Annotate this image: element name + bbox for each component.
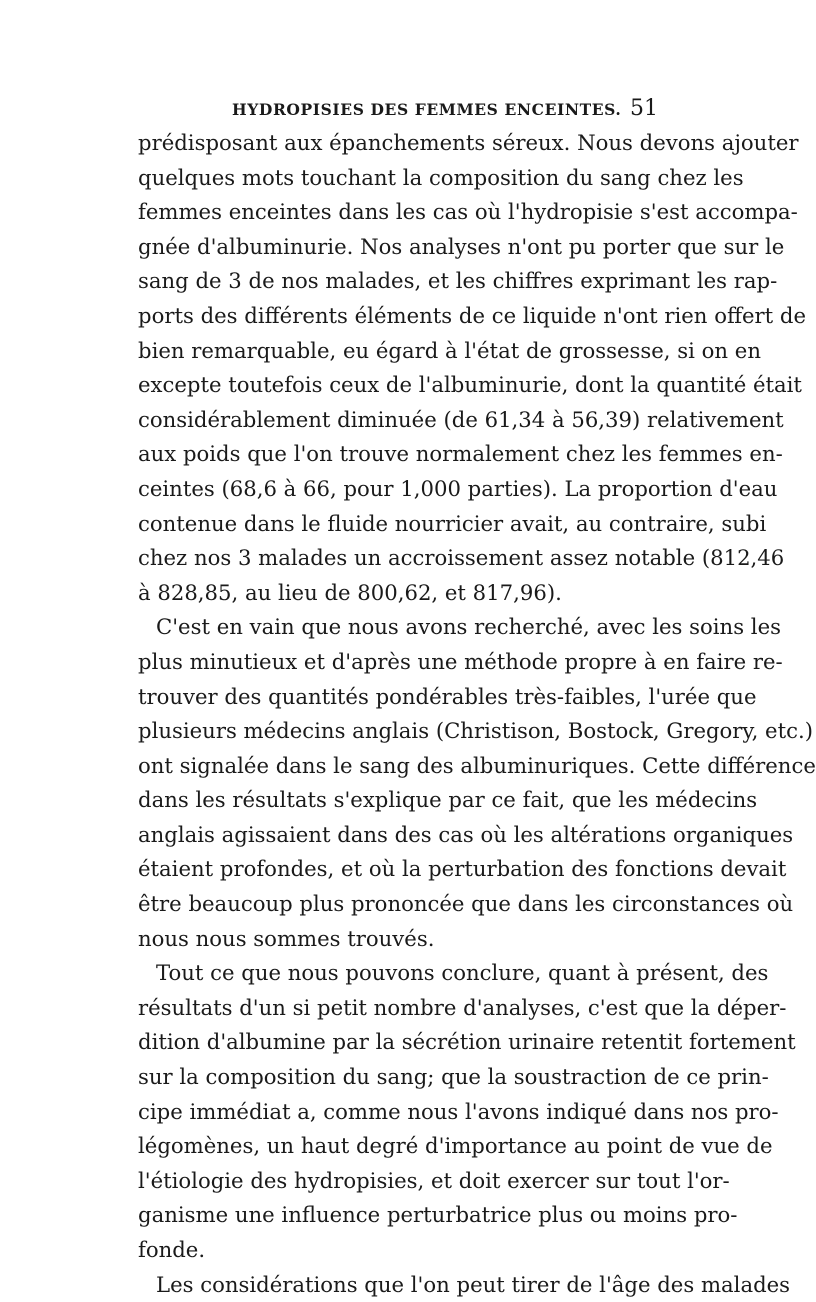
text-line: anglais agissaient dans des cas où les altérations organiques [138, 821, 794, 847]
text-line: gnée d'albuminurie. Nos analyses n'ont pu porter que sur le [138, 233, 785, 259]
text-line: ceintes (68,6 à 66, pour 1,000 parties). La proportion d'eau [138, 475, 778, 501]
text-line: femmes enceintes dans les cas où l'hydropisie s'est accompa- [138, 199, 798, 225]
text-line-paragraph-start: Les considérations que l'on peut tirer de l'âge des malades [156, 1271, 791, 1297]
text-line: bien remarquable, eu égard à l'état de grossesse, si on en [138, 337, 761, 363]
text-line: ont signalée dans le sang des albuminuriques. Cette différence [138, 752, 816, 778]
running-title: HYDROPISIES DES FEMMES ENCEINTES. [232, 100, 622, 119]
text-line: considérablement diminuée (de 61,34 à 56,39) relativement [138, 406, 784, 432]
text-line: plusieurs médecins anglais (Christison, Bostock, Gregory, etc.) [138, 718, 813, 744]
text-line: sang de 3 de nos malades, et les chiffres exprimant les rap- [138, 268, 778, 294]
text-line-paragraph-end: nous nous sommes trouvés. [138, 925, 435, 951]
text-line: trouver des quantités pondérables très-faibles, l'urée que [138, 683, 757, 709]
text-line-paragraph-end: à 828,85, au lieu de 800,62, et 817,96). [138, 579, 562, 605]
text-line: ports des différents éléments de ce liquide n'ont rien offert de [138, 302, 807, 328]
text-line: étaient profondes, et où la perturbation des fonctions devait [138, 856, 787, 882]
text-line: prédisposant aux épanchements séreux. Nous devons ajouter [138, 130, 799, 155]
text-line-paragraph-start: C'est en vain que nous avons recherché, avec les soins les [156, 614, 782, 640]
text-line: ganisme une influence perturbatrice plus ou moins pro- [138, 1202, 738, 1228]
text-line: cipe immédiat a, comme nous l'avons indiqué dans nos pro- [138, 1098, 779, 1124]
text-line: l'étiologie des hydropisies, et doit exercer sur tout l'or- [138, 1167, 730, 1193]
page-header [138, 96, 658, 126]
text-line: être beaucoup plus prononcée que dans les circonstances où [138, 891, 794, 917]
page-number: 51 [630, 96, 658, 121]
text-line: dition d'albumine par la sécrétion urinaire retentit fortement [138, 1029, 796, 1055]
text-line: résultats d'un si petit nombre d'analyses, c'est que la déper- [138, 994, 787, 1020]
text-line: aux poids que l'on trouve normalement chez les femmes en- [138, 441, 783, 467]
text-line: légomènes, un haut degré d'importance au point de vue de [138, 1133, 773, 1159]
text-line: dans les résultats s'explique par ce fait, que les médecins [138, 787, 758, 813]
text-line-paragraph-start: Tout ce que nous pouvons conclure, quant à présent, des [156, 960, 769, 986]
text-line-paragraph-end: fonde. [138, 1237, 206, 1262]
text-line: contenue dans le fluide nourricier avait, au contraire, subi [138, 510, 767, 536]
text-line: quelques mots touchant la composition du sang chez les [138, 164, 744, 190]
text-line: excepte toutefois ceux de l'albuminurie, dont la quantité était [138, 372, 802, 398]
body-text [138, 126, 816, 1302]
text-line: sur la composition du sang; que la soustraction de ce prin- [138, 1064, 769, 1090]
text-line: chez nos 3 malades un accroissement assez notable (812,46 [138, 545, 785, 571]
text-line: plus minutieux et d'après une méthode propre à en faire re- [138, 648, 783, 674]
